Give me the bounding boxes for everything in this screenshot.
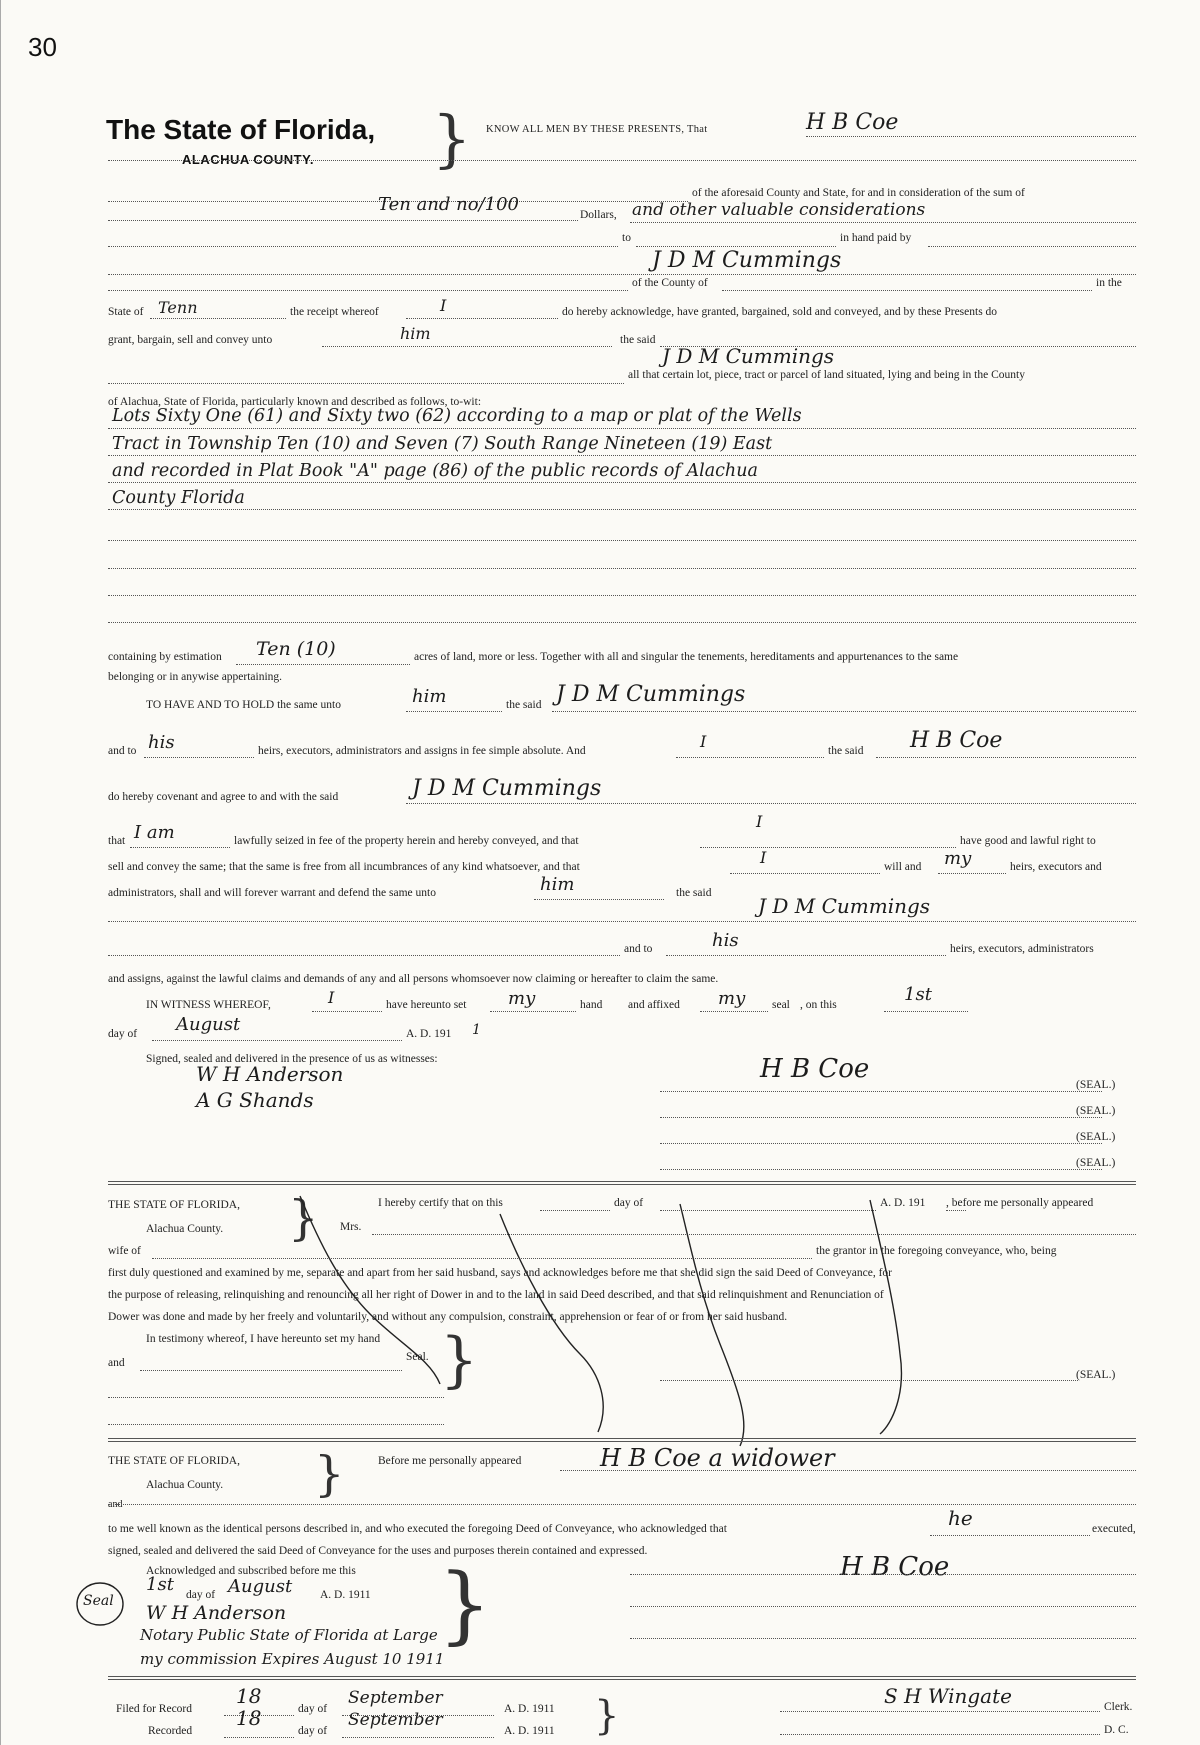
fill-line [552,711,1136,712]
fill-line [342,1737,494,1738]
ack-executed: executed, [1092,1523,1136,1535]
hw-legal-line-2: Tract in Township Ten (10) and Seven (7) South Range Nineteen (19) East [112,434,773,454]
fill-line [108,1504,1136,1505]
ack-state: THE STATE OF FLORIDA, [108,1455,240,1467]
text-seized: lawfully seized in fee of the property herein and hereby conveyed, and that [234,835,579,847]
section-divider [108,1438,1136,1439]
hw-ack-commission: my commission Expires August 10 1911 [140,1650,445,1668]
fill-line [108,428,1136,429]
text-ad: A. D. 191 [406,1028,452,1040]
ack-day-of: day of [186,1589,216,1601]
text-good-right: have good and lawful right to [960,835,1096,847]
hw-ack-signature: H B Coe [840,1552,950,1582]
section-divider [108,1181,1136,1182]
hw-filing-day-1: 18 [236,1684,262,1708]
hw-day: 1st [904,984,932,1005]
filing-day-of-1: day of [298,1703,328,1715]
text-receipt: the receipt whereof [290,306,379,318]
ack-brace: } [314,1446,345,1502]
wife-ad: A. D. 191 [880,1197,926,1209]
hw-state: Tenn [158,298,198,317]
text-of-alachua: of Alachua, State of Florida, particularly known and described as follows, to-wit: [108,396,482,408]
fill-line [406,803,1136,804]
fill-line [884,1011,968,1012]
seal-label: (SEAL.) [1076,1105,1116,1117]
hw-grantor-name: H B Coe [806,110,899,135]
section-divider [108,1679,1136,1680]
hw-filing-month-1: September [348,1688,443,1708]
wife-line-3: Dower was done and made by her freely and voluntarily, and without any compulsion, constraint, apprehension or fear of or from her said husband. [108,1311,788,1323]
text-the-said: the said [506,699,542,711]
section-divider [108,1441,1136,1442]
fill-line [108,595,1136,596]
text-in-hand-paid: in hand paid by [840,232,912,244]
hw-grantee-name: J D M Cummings [652,248,842,273]
text-witness: IN WITNESS WHEREOF, [146,999,271,1011]
hw-filing-day-2: 18 [236,1706,262,1730]
fill-line [534,899,664,900]
wife-line-2: the purpose of releasing, relinquishing and renouncing all her right of Dower in and to the land in said Deed described, and that said relinquishment and Renunciation of [108,1289,884,1301]
fill-line [560,1470,1136,1471]
fill-line [144,757,254,758]
know-all-men: KNOW ALL MEN BY THESE PRESENTS, That [486,124,708,135]
wife-seal: Seal. [406,1351,429,1363]
fill-line [722,290,1092,291]
fill-line [108,160,1136,161]
hw-other-consideration: and other valuable considerations [632,200,926,220]
fill-line [322,346,612,347]
fill-line [108,220,578,221]
text-and-to: and to [108,745,137,757]
fill-line [666,955,946,956]
text-seal: seal [772,999,790,1011]
hw-witness-1: W H Anderson [196,1062,344,1086]
notary-seal [74,1578,126,1630]
section-divider [108,1676,1136,1677]
ack-signed: signed, sealed and delivered the said Deed of Conveyance for the uses and purposes therein contained and expressed. [108,1545,648,1557]
text-acres: acres of land, more or less. Together with all and singular the tenements, hereditaments and appurtenances to the same [414,651,959,663]
text-assigns: and assigns, against the lawful claims and demands of any and all persons whomsoever now claiming or hereafter to claim the same. [108,973,719,985]
hw-grantee-name: J D M Cummings [758,894,931,918]
hw-i: I [440,296,447,315]
hw-ack-month: August [228,1576,293,1597]
fill-line [730,873,880,874]
fill-line [236,664,410,665]
text-will-and: will and [884,861,922,873]
fill-line [108,290,628,291]
fill-line [108,622,1136,623]
hw-legal-line-4: County Florida [112,488,245,508]
hw-i: I [760,848,767,867]
signature-line [660,1117,1102,1118]
fill-line [108,274,1136,275]
wife-testimony: In testimony whereof, I have hereunto set my hand [146,1333,381,1345]
ack-before-me: Before me personally appeared [378,1455,522,1467]
hw-ack-seal: Seal [83,1593,114,1609]
fill-line [700,1011,768,1012]
wife-mrs: Mrs. [340,1221,362,1233]
hw-my: my [508,988,536,1009]
hw-month: August [176,1014,241,1035]
text-to: to [622,232,631,244]
filing-day-of-2: day of [298,1725,328,1737]
text-in-the: in the [1096,277,1122,289]
fill-line [806,136,1136,137]
signature-line [780,1734,1100,1735]
document-title: The State of Florida, [106,114,376,145]
hw-my: my [944,848,972,869]
fill-line [928,246,1136,247]
fill-line [636,246,836,247]
hw-ack-person: H B Coe a widower [600,1444,835,1472]
fill-line [108,246,618,247]
county-heading: ALACHUA COUNTY. [182,152,314,167]
hw-ack-notary: W H Anderson [146,1602,287,1624]
wife-and: and [108,1357,125,1369]
fill-line [938,873,1006,874]
fill-line [406,711,502,712]
ack-and: and [108,1499,123,1510]
text-and-to: and to [624,943,653,955]
text-the-said: the said [828,745,864,757]
text-hand: hand [580,999,603,1011]
signature-line [630,1606,1136,1607]
signature-line [780,1711,1100,1712]
fill-line [108,455,1136,456]
text-heirs: heirs, executors, administrators and assigns in fee simple absolute. And [258,745,586,757]
hw-him: him [400,324,431,343]
hw-ack-day: 1st [146,1574,174,1595]
fill-line [108,955,620,956]
text-belonging: belonging or in anywise appertaining. [108,671,283,683]
hw-ack-he: he [948,1506,973,1530]
hw-am: I am [134,822,175,843]
ack-known: to me well known as the identical persons described in, and who executed the foregoing Deed of Conveyance, who acknowledged that [108,1523,727,1535]
fill-line [876,757,1136,758]
fill-line [108,509,1136,510]
fill-line [152,1040,402,1041]
fill-line [406,318,558,319]
wife-brace: } [288,1190,319,1246]
hw-filing-month-2: September [348,1710,443,1730]
hw-grantor-signature: H B Coe [760,1054,870,1084]
hw-acres: Ten (10) [256,638,336,660]
cancellation-strokes [280,1184,960,1454]
fill-line [108,383,624,384]
hw-legal-line-3: and recorded in Plat Book "A" page (86) of the public records of Alachua [112,461,758,481]
filing-recorded: Recorded [148,1725,193,1737]
text-affixed: and affixed [628,999,680,1011]
ack-ad: A. D. 1911 [320,1589,371,1601]
hw-clerk-signature: S H Wingate [884,1684,1012,1708]
hw-witness-2: A G Shands [196,1088,314,1112]
text-signed: Signed, sealed and delivered in the presence of us as witnesses: [146,1053,438,1065]
wife-county: Alachua County. [146,1223,224,1235]
signature-line [630,1574,1136,1575]
page-number: 30 [28,32,57,62]
text-grant: grant, bargain, sell and convey unto [108,334,273,346]
wife-day-of: day of [614,1197,644,1209]
fill-line [700,847,956,848]
fill-line [630,222,1136,223]
text-of-county: of the County of [632,277,708,289]
text-state-of: State of [108,306,144,318]
fill-line [312,1011,382,1012]
filing-filed: Filed for Record [116,1703,193,1715]
hw-ack-notary-title: Notary Public State of Florida at Large [140,1626,438,1644]
fill-line [150,318,286,319]
ack-county: Alachua County. [146,1479,224,1491]
filing-brace: } [594,1693,620,1739]
text-sell-convey: sell and convey the same; that the same is free from all incumbrances of any kind whatsoever, and that [108,861,580,873]
text-day-of: day of [108,1028,138,1040]
text-all-that: all that certain lot, piece, tract or parcel of land situated, lying and being in the County [628,369,1025,381]
fill-line [108,482,1136,483]
hw-year-digit: 1 [472,1022,481,1038]
seal-label: (SEAL.) [1076,1079,1116,1091]
filing-dc: D. C. [1104,1724,1129,1736]
fill-line [676,757,824,758]
signature-line [660,1143,1102,1144]
wife-state: THE STATE OF FLORIDA, [108,1199,240,1211]
hw-consideration: Ten and no/100 [378,194,519,215]
text-on-this: , on this [800,999,837,1011]
hw-grantor-name: H B Coe [910,728,1003,753]
hw-i: I [700,732,707,751]
wife-seal-brace: } [440,1325,479,1395]
text-the-said: the said [620,334,656,346]
text-aforesaid: of the aforesaid County and State, for and in consideration of the sum of [692,187,1025,199]
hw-grantee-name: J D M Cummings [412,776,602,801]
text-containing: containing by estimation [108,651,222,663]
fill-line [130,847,230,848]
text-that: that [108,835,126,847]
signature-line [660,1091,1102,1092]
fill-line [224,1737,294,1738]
hw-him: him [412,686,447,707]
text-heirs-exec: heirs, executors and [1010,861,1102,873]
wife-seal-label: (SEAL.) [1076,1369,1116,1381]
hw-his: his [712,930,739,951]
hw-grantee-name: J D M Cummings [556,682,746,707]
ack-acknowledged: Acknowledged and subscribed before me this [146,1565,356,1577]
signature-line [660,1169,1102,1170]
text-administrators: administrators, shall and will forever warrant and defend the same unto [108,887,436,899]
text-covenant: do hereby covenant and agree to and with the said [108,791,339,803]
text-to-have: TO HAVE AND TO HOLD the same unto [146,699,341,711]
filing-ad-1: A. D. 1911 [504,1703,555,1715]
header-brace: } [432,102,472,175]
hw-i: I [756,812,763,831]
ack-notary-brace: } [438,1555,492,1653]
hw-grantee-name: J D M Cummings [662,344,835,368]
hw-my: my [718,988,746,1009]
fill-line [108,921,1136,922]
wife-line-1: first duly questioned and examined by me, separate and apart from her said husband, says and acknowledges before me that she did sign the said Deed of Conveyance, for [108,1267,892,1279]
seal-label: (SEAL.) [1076,1131,1116,1143]
signature-line [630,1638,1136,1639]
hw-legal-line-1: Lots Sixty One (61) and Sixty two (62) according to a map or plat of the Wells [112,406,802,426]
text-the-said: the said [676,887,712,899]
fill-line [108,540,1136,541]
hw-his: his [148,732,175,753]
wife-certify: I hereby certify that on this [378,1197,503,1209]
hw-i: I [328,988,335,1007]
fill-line [108,568,1136,569]
hw-him: him [540,874,575,895]
wife-grantor: the grantor in the foregoing conveyance, who, being [816,1245,1057,1257]
seal-label: (SEAL.) [1076,1157,1116,1169]
fill-line [490,1011,576,1012]
wife-wife-of: wife of [108,1245,141,1257]
text-heirs2: heirs, executors, administrators [950,943,1094,955]
wife-before-me: , before me personally appeared [946,1197,1094,1209]
text-have-set: have hereunto set [386,999,467,1011]
text-dollars: Dollars, [580,209,617,221]
fill-line [930,1535,1090,1536]
filing-clerk: Clerk. [1104,1701,1133,1713]
filing-ad-2: A. D. 1911 [504,1725,555,1737]
text-acknowledge: do hereby acknowledge, have granted, bargained, sold and conveyed, and by these Presents do [562,306,998,318]
